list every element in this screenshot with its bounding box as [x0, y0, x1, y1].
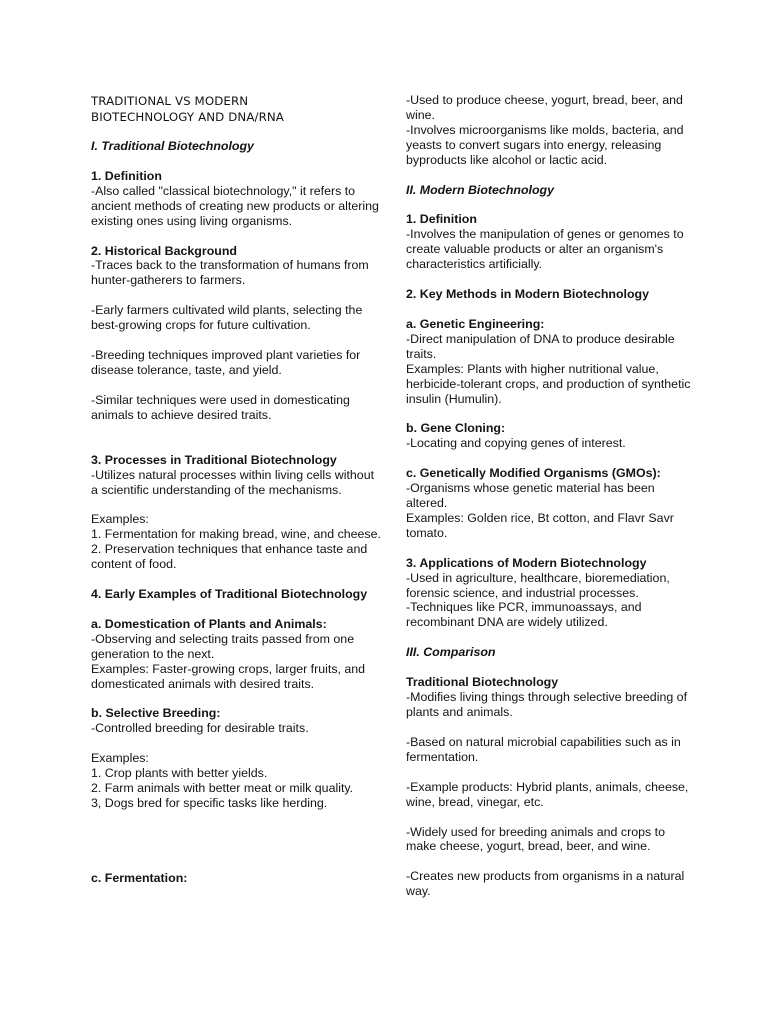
comparison-text-5: -Creates new products from organisms in a natural way. [406, 869, 685, 899]
section-comparison-heading: III. Comparison [406, 645, 496, 660]
selective-breeding-text: -Controlled breeding for desirable traits. [91, 721, 309, 736]
selective-example-1: 1. Crop plants with better yields. [91, 766, 268, 781]
title-line-2: BIOTECHNOLOGY AND DNA/RNA [91, 110, 284, 124]
traditional-comparison-heading: Traditional Biotechnology [406, 675, 559, 690]
selective-example-2: 2. Farm animals with better meat or milk quality. [91, 781, 354, 796]
document-title [91, 93, 381, 125]
fermentation-text-2: -Involves microorganisms like molds, bacteria, and yeasts to convert sugars into energy, releasing byproducts like alcohol or lactic acid. [406, 122, 684, 167]
modern-definition-heading: 1. Definition [406, 212, 477, 227]
gmo-examples: Examples: Golden rice, Bt cotton, and Flavr Savr tomato. [406, 510, 674, 540]
definition-heading: 1. Definition [91, 168, 162, 183]
key-methods-heading: 2. Key Methods in Modern Biotechnology [406, 287, 650, 302]
genetic-engineering-examples: Examples: Plants with higher nutritional value, herbicide-tolerant crops, and production of synthetic insulin (Humulin). [406, 361, 691, 406]
comparison-text-1: -Modifies living things through selective breeding of plants and animals. [406, 690, 688, 719]
genetic-engineering-heading: a. Genetic Engineering: [406, 316, 545, 331]
left-column [91, 93, 381, 886]
processes-text: -Utilizes natural processes within living cells without a scientific understanding of the mechanisms. [91, 467, 375, 497]
comparison-text-2: -Based on natural microbial capabilities such as in fermentation. [406, 734, 681, 764]
gmo-text: -Organisms whose genetic material has been altered. [406, 481, 655, 511]
history-paragraph-1: -Traces back to the transformation of humans from hunter-gatherers to farmers. [91, 258, 369, 288]
example-item-2: 2. Preservation techniques that enhance taste and content of food. [91, 542, 368, 572]
fermentation-heading: c. Fermentation: [91, 870, 188, 885]
right-column [406, 93, 696, 899]
definition-text: -Also called "classical biotechnology," it refers to ancient methods of creating new products or altering existing ones using living organisms. [91, 183, 379, 228]
applications-heading: 3. Applications of Modern Biotechnology [406, 555, 647, 570]
domestication-examples: Examples: Faster-growing crops, larger fruits, and domesticated animals with desired traits. [91, 661, 366, 691]
selective-breeding-heading: b. Selective Breeding: [91, 706, 221, 721]
gene-cloning-heading: b. Gene Cloning: [406, 421, 506, 436]
applications-text-2: -Techniques like PCR, immunoassays, and recombinant DNA are widely utilized. [406, 600, 642, 630]
gmo-heading: c. Genetically Modified Organisms (GMOs): [406, 466, 661, 481]
comparison-text-4: -Widely used for breeding animals and crops to make cheese, yogurt, bread, beer, and wine. [406, 824, 665, 854]
selective-example-3: 3, Dogs bred for specific tasks like herding. [91, 796, 328, 810]
historical-background-heading: 2. Historical Background [91, 243, 237, 258]
modern-definition-text: -Involves the manipulation of genes or genomes to create valuable products or alter an organism's characteristics artificially. [406, 227, 684, 272]
section-modern-heading: II. Modern Biotechnology [406, 182, 554, 197]
fermentation-text-1: -Used to produce cheese, yogurt, bread, beer, and wine. [406, 93, 683, 122]
section-traditional-heading: I. Traditional Biotechnology [91, 139, 254, 153]
history-paragraph-3: -Breeding techniques improved plant varieties for disease tolerance, taste, and yield. [91, 348, 361, 377]
genetic-engineering-text: -Direct manipulation of DNA to produce desirable traits. [406, 331, 675, 361]
gene-cloning-text: -Locating and copying genes of interest. [406, 436, 626, 451]
processes-heading: 3. Processes in Traditional Biotechnology [91, 452, 337, 467]
comparison-text-3: -Example products: Hybrid plants, animals, cheese, wine, bread, vinegar, etc. [406, 779, 689, 809]
history-paragraph-2: -Early farmers cultivated wild plants, selecting the best-growing crops for future cultivation. [91, 303, 363, 333]
examples-label: Examples: [91, 512, 149, 527]
title-line-1: TRADITIONAL VS MODERN [91, 94, 249, 108]
early-examples-heading: 4. Early Examples of Traditional Biotechnology [91, 587, 368, 602]
history-paragraph-4: -Similar techniques were used in domesticating animals to achieve desired traits. [91, 392, 350, 422]
selective-examples-label: Examples: [91, 751, 149, 766]
applications-text-1: -Used in agriculture, healthcare, bioremediation, forensic science, and industrial processes. [406, 570, 670, 600]
domestication-text: -Observing and selecting traits passed from one generation to the next. [91, 631, 355, 661]
domestication-heading: a. Domestication of Plants and Animals: [91, 616, 327, 631]
example-item-1: 1. Fermentation for making bread, wine, and cheese. [91, 527, 381, 542]
